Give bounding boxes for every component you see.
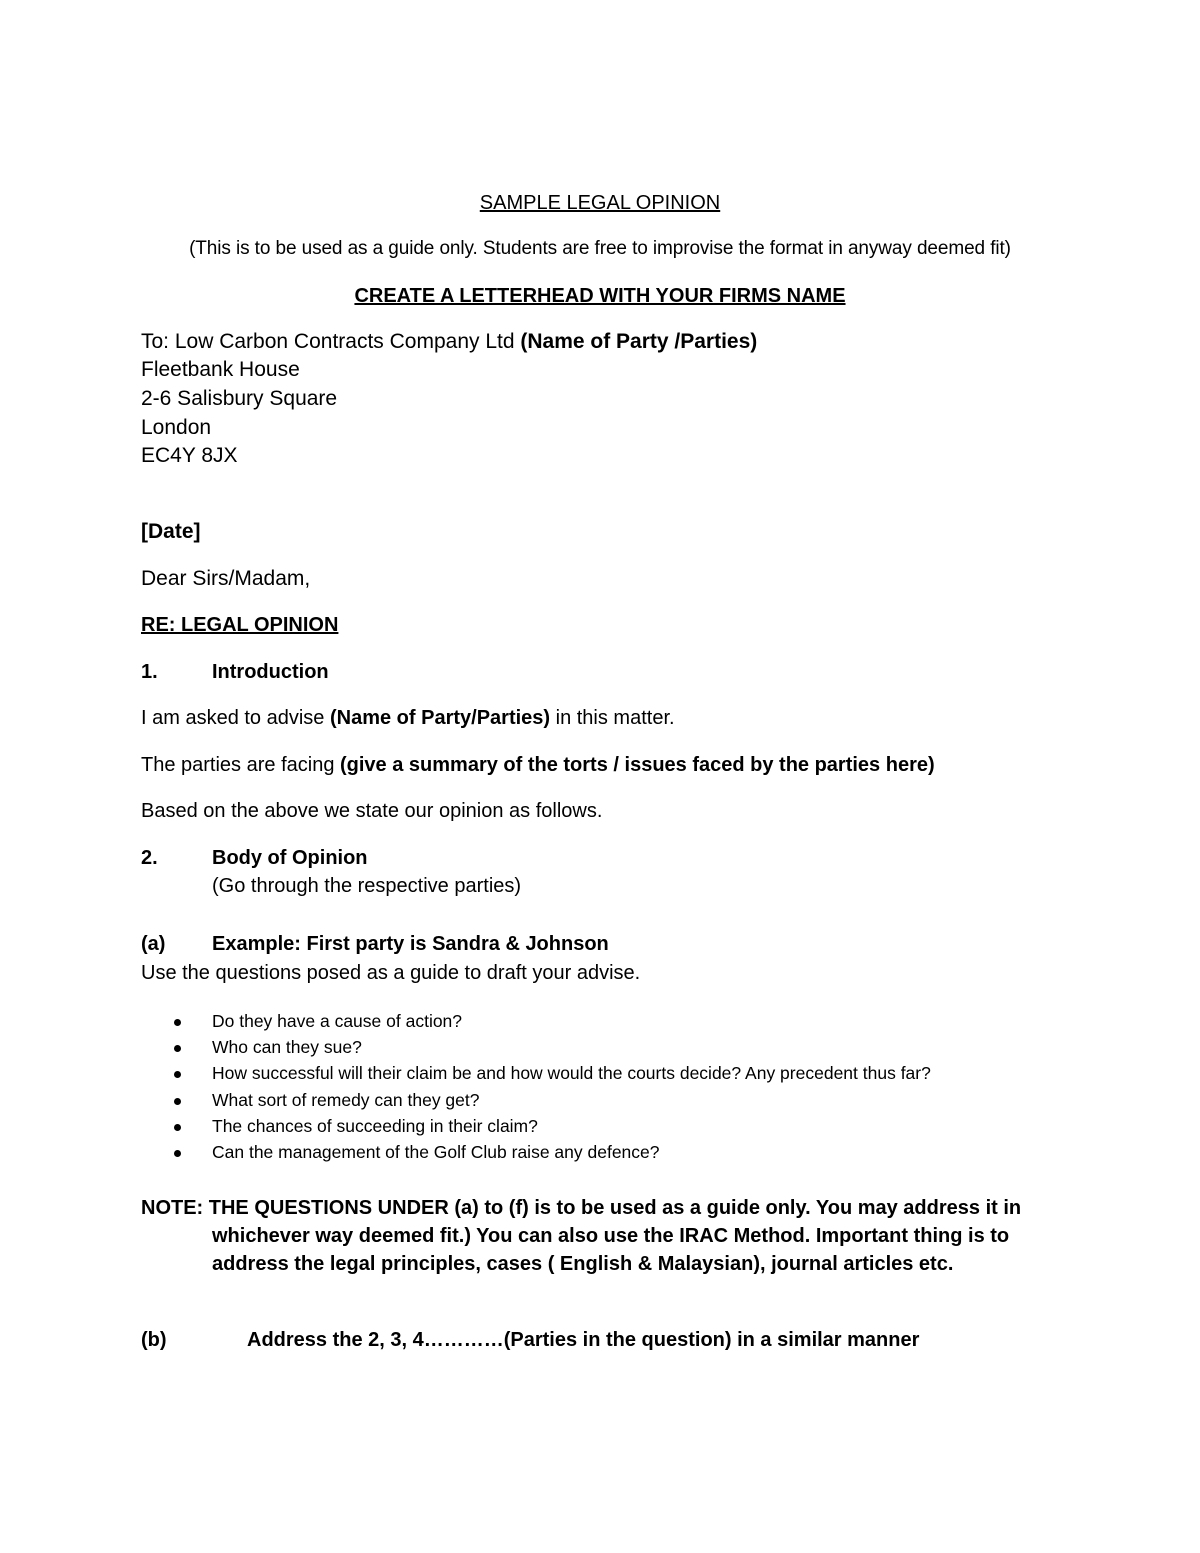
list-item-text: How successful will their claim be and how would the courts decide? Any precedent thus far? (212, 1063, 931, 1084)
opinion-line: Based on the above we state our opinion as follows. (141, 800, 603, 822)
advise-suffix: in this matter. (550, 707, 675, 729)
address-line: Fleetbank House (141, 358, 300, 381)
list-item-text: Can the management of the Golf Club raise any defence? (212, 1142, 660, 1163)
note-line: whichever way deemed fit.) You can also use the IRAC Method. Important thing is to (212, 1225, 1010, 1247)
part-a-heading: Example: First party is Sandra & Johnson (212, 933, 609, 955)
list-item (172, 1139, 931, 1165)
advise-line (141, 704, 675, 732)
list-item-text: What sort of remedy can they get? (212, 1089, 480, 1110)
bullet-icon (174, 1124, 181, 1131)
list-item (172, 1008, 931, 1034)
list-item (172, 1087, 931, 1113)
address-line: 2-6 Salisbury Square (141, 387, 338, 410)
recipient-placeholder: (Name of Party /Parties) (520, 330, 758, 353)
address-to-line (141, 327, 757, 356)
facing-placeholder: (give a summary of the torts / issues faced by the parties here) (340, 754, 935, 776)
facing-line (141, 751, 935, 779)
address-line: London (141, 416, 212, 439)
letterhead-instruction: CREATE A LETTERHEAD WITH YOUR FIRMS NAME (354, 285, 846, 307)
bullet-icon (174, 1019, 181, 1026)
list-item-text: The chances of succeeding in their claim? (212, 1115, 538, 1136)
note-line: address the legal principles, cases ( English & Malaysian), journal articles etc. (212, 1253, 954, 1275)
list-item (172, 1034, 931, 1060)
section1-heading: Introduction (212, 661, 329, 683)
section2-number: 2. (141, 847, 158, 869)
list-item-text: Do they have a cause of action? (212, 1011, 463, 1031)
bullet-icon (174, 1098, 181, 1105)
part-a-label: (a) (141, 933, 166, 955)
advise-prefix: I am asked to advise (141, 707, 330, 729)
recipient-name: To: Low Carbon Contracts Company Ltd (141, 330, 521, 353)
bullet-icon (174, 1071, 181, 1078)
bullet-icon (174, 1045, 181, 1052)
part-b-text: Address the 2, 3, 4…………(Parties in the question) in a similar manner (247, 1329, 920, 1351)
list-item-text: Who can they sue? (212, 1037, 362, 1058)
question-list (172, 1008, 931, 1165)
document-title: SAMPLE LEGAL OPINION (479, 192, 721, 214)
section2-heading: Body of Opinion (212, 847, 368, 869)
list-item (172, 1113, 931, 1139)
section2-subheading: (Go through the respective parties) (212, 875, 522, 897)
note-line: NOTE: THE QUESTIONS UNDER (a) to (f) is to be used as a guide only. You may address it in (141, 1197, 1022, 1219)
list-item (172, 1060, 931, 1086)
guide-note: (This is to be used as a guide only. Students are free to improvise the format in anyway deemed fit) (189, 238, 1011, 259)
date-placeholder: [Date] (141, 520, 201, 543)
facing-prefix: The parties are facing (141, 754, 340, 776)
re-line: RE: LEGAL OPINION (141, 614, 339, 636)
salutation: Dear Sirs/Madam, (141, 567, 311, 590)
section1-number: 1. (141, 661, 158, 683)
advise-placeholder: (Name of Party/Parties) (329, 707, 551, 729)
part-b-label: (b) (141, 1329, 167, 1351)
note-block (141, 1194, 1021, 1278)
address-postcode: EC4Y 8JX (141, 444, 238, 467)
bullet-icon (174, 1150, 181, 1157)
part-a-instruction: Use the questions posed as a guide to draft your advise. (141, 962, 641, 984)
